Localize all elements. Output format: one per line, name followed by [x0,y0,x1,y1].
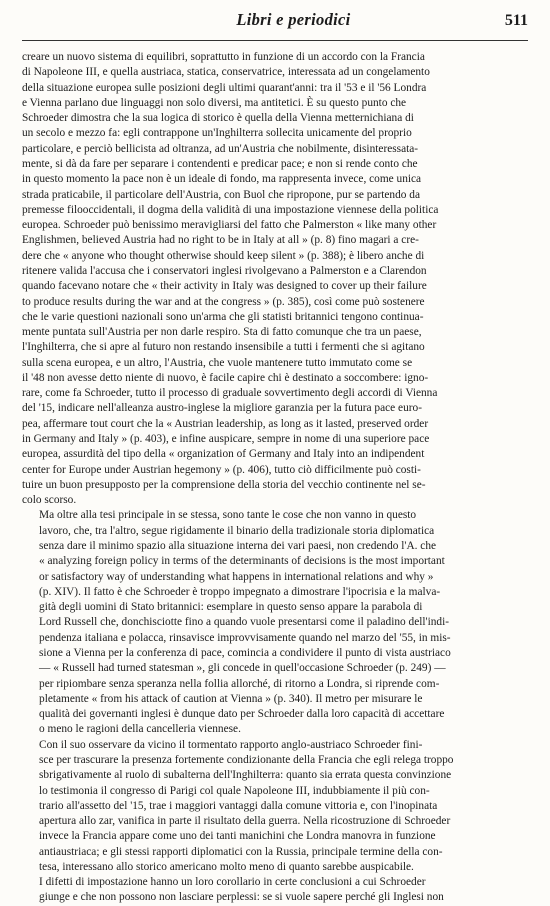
text-line: sulla scena europea, e un altro, l'Austria, che vuole mantenere tutto immutato come se [22,356,413,369]
text-line: senza dare il minimo spazio alla situazione interna dei vari paesi, non credendo l'A. che [39,540,437,552]
text-line: to produce results during the war and at the congress » (p. 385), così come può sostenere [22,295,425,308]
text-line: tuire un buon presupposto per la comprensione della storia del vecchio continente nel se- [22,478,426,491]
text-line: premesse filooccidentali, il dogma della validità di una impostazione viennese della politica [22,203,439,216]
paragraph [22,875,528,906]
text-line: quando facevano notare che « their activity in Italy was designed to cover up their failure [22,280,427,293]
paragraph [22,508,528,737]
text-line: Englishmen, believed Austria had no right to be in Italy at all » (p. 8) fino magari a cre- [22,234,419,247]
text-line: gità degli uomini di Stato britannici: esemplare in questo senso appare la parabola di [39,601,423,614]
paragraph [22,50,528,508]
text-line: un secolo e mezzo fa: egli contrappone un'Inghilterra sollecita unicamente del proprio [22,127,412,140]
text-line: in Germany and Italy » (p. 403), e infine auspicare, sempre in nome di una superiore pace [22,433,430,446]
text-line: Schroeder dimostra che la sua logica di storico è quella della Vienna metternichiana di [22,112,414,125]
text-line: l'Inghilterra, che si apre al futuro non restando insensibile a tutti i fermenti che si agitano [22,341,425,354]
text-line: pendenza italiana e polacca, rinsavisce improvvisamente quando nel marzo del '55, in mis- [39,631,451,644]
text-line: giunge e che non possono non lasciare perplessi: se si vuole sapere perché gli Inglesi non [39,891,444,904]
running-title: Libri e periodici [236,10,351,29]
text-line: il '48 non avesse detto niente di nuovo, è facile capire chi è destinato a soccombere: igno- [22,371,429,384]
paragraph [22,738,528,876]
body-text [22,50,528,906]
text-line: « analyzing foreign policy in terms of the determinants of decisions is the most important [39,555,445,568]
text-line: europea, assurdità del tipo della « organization of Germany and Italy into an indipendent [22,448,425,461]
text-line: qualità dei governanti inglesi è dunque dato per Schroeder dalla loro capacità di accettare [39,708,445,721]
text-line: antiaustriaca; e gli stessi rapporti diplomatici con la Russia, principale termine della con- [39,845,443,858]
text-line: o meno le ragioni della cancelleria viennese. [39,723,241,736]
text-line: strada praticabile, il particolare dell'Austria, con Buol che ripropone, pur se partendo da [22,188,420,201]
text-line: del '15, indicare nell'alleanza austro-inglese la migliore garanzia per la futura pace euro- [22,402,422,415]
text-line: (p. XIV). Il fatto è che Schroeder è troppo impegnato a dimostrare l'ipocrisia e la malva- [39,585,441,598]
page-number: 511 [504,12,528,29]
text-line: dere che « anyone who thought otherwise should keep silent » (p. 388); è libero anche di [22,249,425,262]
text-line: particolare, e perciò bellicista ad oltranza, ad un'Austria che nobilmente, disinteressata- [22,142,419,155]
text-line: pletamente « from his attack of caution at Vienna » (p. 340). Il metro per misurare le [39,692,423,705]
text-line: di Napoleone III, e quella austriaca, statica, conservatrice, interessata ad un congelamento [22,66,430,79]
text-line: ritenere valida l'accusa che i conservatori inglesi rivolgevano a Palmerston e a Clarendon [22,264,427,277]
text-line: per ripiombare senza speranza nella follia allorché, di ritorno a Londra, si riprende com- [39,677,440,690]
text-line: creare un nuovo sistema di equilibri, soprattutto in funzione di un accordo con la Francia [22,51,425,63]
text-line: europea. Schroeder può benissimo meravigliarsi del fatto che Palmerston « like many other [22,219,437,232]
text-line: invece la Francia appare come uno dei tanti manichini che Londra manovra in funzione [39,830,436,843]
text-line: mente puntata sull'Austria per non darle respiro. Sta di fatto comunque che tra un paese, [22,326,422,339]
text-line: rare, come fa Schroeder, tutto il processo di graduale sovvertimento degli accordi di Vienna [22,387,438,400]
text-line: apertura allo zar, vanifica in parte il risultato della guerra. Nella ricostruzione di Schroeder [39,815,451,828]
text-line: sce per trascurare la presenza fortemente condizionante della Francia che egli relega troppo [39,753,454,766]
text-line: Ma oltre alla tesi principale in se stessa, sono tante le cose che non vanno in questo [39,509,417,522]
text-line: lo testimonia il congresso di Parigi col quale Napoleone III, indubbiamente il più con- [39,784,430,797]
text-line: I difetti di impostazione hanno un loro corollario in certe conclusioni a cui Schroeder [39,876,426,889]
text-line: in questo momento la pace non è un ideale di fondo, ma rappresenta invece, come unica [22,173,422,186]
page-header [22,10,528,41]
text-line: lavoro, che, tra l'altro, segue rigidamente il binario della tradizionale storia diplomatica [39,524,435,537]
text-line: — « Russell had turned statesman », gli concede in quell'occasione Schroeder (p. 249) — [39,662,446,675]
text-line: tesa, interessano allo storico americano molto meno di quanto sarebbe auspicabile. [39,860,414,873]
text-line: sione a Vienna per la conferenza di pace, comincia a condividere il punto di vista austriaco [39,646,451,659]
text-line: della situazione europea sulle posizioni degli ultimi quarant'anni: tra il '53 e il '56 Londra [22,81,427,94]
text-line: mente, si dà da fare per separare i contendenti e predicar pace; e non si rende conto che [22,157,418,170]
text-line: Con il suo osservare da vicino il tormentato rapporto anglo-austriaco Schroeder fini- [39,738,423,751]
text-line: trario all'assetto del '15, trae i maggiori vantaggi dalla comune vittoria e, con l'inopinata [39,799,438,812]
text-line: colo scorso. [22,494,77,507]
text-line: Lord Russell che, donchisciotte fino a quando vuole presentarsi come il paladino dell'indi- [39,616,450,629]
text-line: e Vienna parlano due linguaggi non solo diversi, ma antitetici. È su questo punto che [22,96,407,109]
text-line: sbrigativamente al ruolo di subalterna dell'Inghilterra: quanto sia errata questa convinzione [39,769,452,782]
text-line: che le varie questioni nazionali sono un'arma che gli statisti britannici tengono continua- [22,310,424,323]
text-line: center for Europe under Austrian hegemony » (p. 406), tutto ciò difficilmente può costi- [22,463,421,476]
text-line: pea, affermare tout court che la « Austrian leadership, as long as it lasted, preserved order [22,417,429,430]
text-line: or satisfactory way of understanding what happens in international relations and why » [39,570,434,583]
